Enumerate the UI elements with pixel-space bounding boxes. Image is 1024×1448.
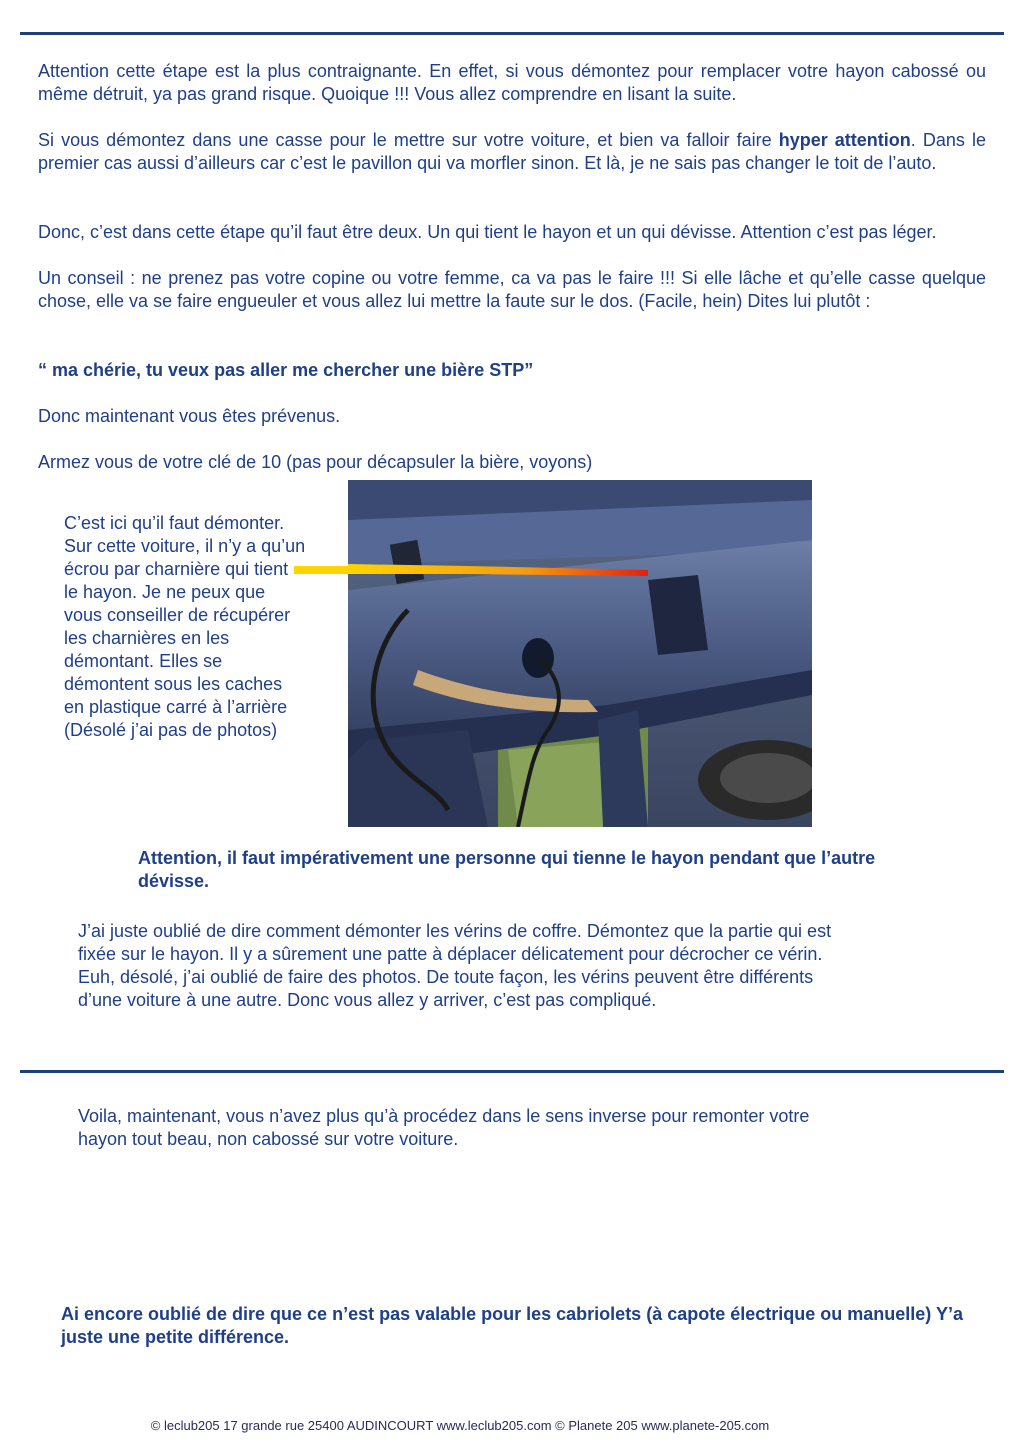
caption-line: démontent sous les caches: [64, 674, 283, 694]
paragraph-line: d’une voiture à une autre. Donc vous allez y arriver, c’est pas compliqué.: [78, 990, 657, 1010]
paragraph-line: hayon tout beau, non cabossé sur votre voiture.: [78, 1129, 459, 1149]
text-fragment: Si vous démontez dans une casse pour le mettre sur votre voiture, et bien va falloir faire: [38, 130, 779, 150]
caption-line: en plastique carré à l’arrière: [64, 697, 288, 717]
paragraph-line: fixée sur le hayon. Il y a sûrement une patte à déplacer délicatement pour décrocher ce vérin.: [78, 944, 823, 964]
text-fragment: . Dans le premier cas aussi d’ailleurs car c’est le pavillon qui va morfler sinon. Et là, je ne sais pas changer le toit de l’auto.: [38, 130, 986, 173]
caption-line: vous conseiller de récupérer: [64, 605, 291, 625]
top-rule: [20, 32, 1004, 35]
caption-line: (Désolé j’ai pas de photos): [64, 720, 278, 740]
emphasis-text: hyper attention: [778, 130, 911, 150]
tool-paragraph: Armez vous de votre clé de 10 (pas pour décapsuler la bière, voyons): [38, 452, 593, 472]
photo-caption: [64, 512, 364, 742]
caption-line: C’est ici qu’il faut démonter.: [64, 513, 285, 533]
paragraph-line: J’ai juste oublié de dire comment démonter les vérins de coffre. Démontez que la partie qui est: [78, 921, 832, 941]
bold-warning: Attention, il faut impérativement une personne qui tienne le hayon pendant que l’autre dévisse.: [138, 848, 876, 891]
paragraph-line: Euh, désolé, j’ai oublié de faire des photos. De toute façon, les vérins peuvent être différents: [78, 967, 814, 987]
caption-line: le hayon. Je ne peux que: [64, 582, 266, 602]
reassembly-paragraph: [78, 1105, 978, 1151]
struts-paragraph: [78, 920, 978, 1012]
quote-text: “ ma chérie, tu veux pas aller me chercher une bière STP”: [38, 360, 534, 380]
hinge-photo: [348, 480, 812, 827]
footer-copyright: © leclub205 17 grande rue 25400 AUDINCOURT www.leclub205.com © Planete 205 www.planete-205.com: [150, 1418, 770, 1433]
caption-line: démontant. Elles se: [64, 651, 223, 671]
two-people-paragraph: Donc, c’est dans cette étape qu’il faut être deux. Un qui tient le hayon et un qui dévisse. Attention c’est pas léger.: [38, 222, 937, 242]
intro-paragraph: Attention cette étape est la plus contraignante. En effet, si vous démontez pour remplacer votre hayon cabossé ou même détruit, ya pas grand risque. Quoique !!! Vous allez comprendre en lisant la suite.: [38, 61, 986, 104]
final-note: Ai encore oublié de dire que ce n’est pas valable pour les cabriolets (à capote électrique ou manuelle) Y’a juste une petite différence.: [61, 1304, 963, 1347]
arrow-tail: [294, 566, 354, 574]
caption-line: les charnières en les: [64, 628, 230, 648]
paragraph-line: Voila, maintenant, vous n’avez plus qu’à procédez dans le sens inverse pour remonter votre: [78, 1106, 810, 1126]
caption-line: Sur cette voiture, il n’y a qu’un: [64, 536, 306, 556]
middle-rule: [20, 1070, 1004, 1073]
advice-paragraph: Un conseil : ne prenez pas votre copine ou votre femme, ca va pas le faire !!! Si elle lâche et qu’elle casse quelque chose, elle va se faire engueuler et vous allez lui mettre la faute sur le dos. (Facile, hein) Dites lui plutôt :: [38, 268, 986, 311]
warned-paragraph: Donc maintenant vous êtes prévenus.: [38, 406, 341, 426]
caption-line: écrou par charnière qui tient: [64, 559, 289, 579]
warning-paragraph: [38, 129, 986, 175]
